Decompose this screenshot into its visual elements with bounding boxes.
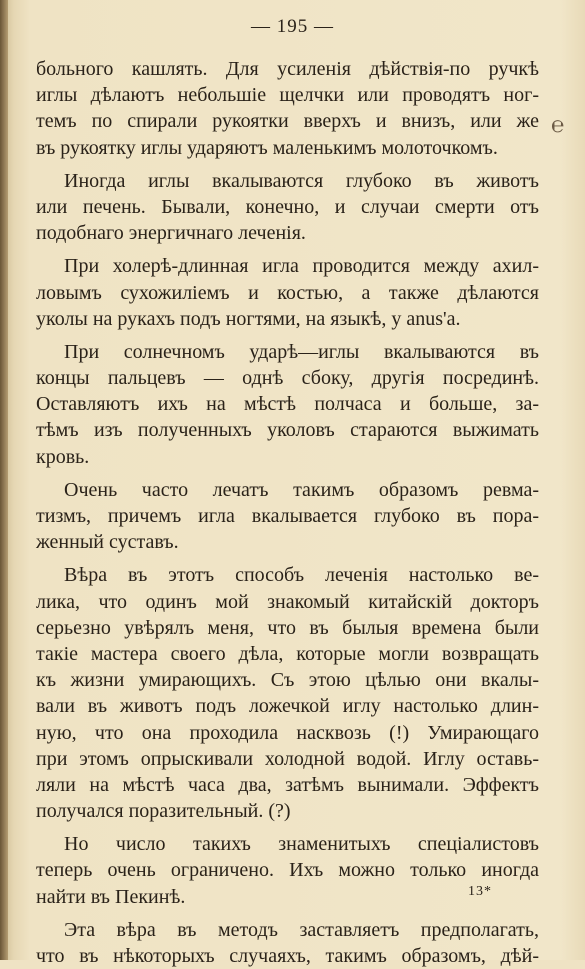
paragraph <box>36 56 539 161</box>
text-line: Эта вѣра въ методъ заставляетъ предполагать, <box>64 918 539 941</box>
text-line: При солнечномъ ударѣ—иглы вкалываются въ <box>64 340 539 363</box>
text-line: ловымъ сухожиліемъ и костью, а также дѣлаются <box>36 281 539 304</box>
text-line: или печень. Бывали, конечно, и случаи смерти отъ <box>36 195 539 218</box>
paragraph <box>36 168 539 247</box>
text-line: Оставляютъ ихъ на мѣстѣ полчаса и больше, за- <box>36 393 539 416</box>
text-line: серьезно увѣрялъ меня, что въ былыя времена были <box>36 616 539 639</box>
text-line: Иногда иглы вкалываются глубоко въ животъ <box>64 169 539 192</box>
text-line: больного кашлять. Для усиленія дѣйствія-по ручкѣ <box>36 58 539 80</box>
text-line: вали въ животъ подъ ложечкой иглу настолько длин- <box>36 695 539 718</box>
text-line: Очень часто лечатъ такимъ образомъ ревма- <box>64 478 539 501</box>
text-line: женный суставъ. <box>36 531 179 554</box>
text-line: уколы на рукахъ подъ ногтями, на языкѣ, у anus'a. <box>36 307 461 330</box>
text-line: концы пальцевъ — однѣ сбоку, другія посрединѣ. <box>36 367 539 390</box>
text-line: въ рукоятку иглы ударяютъ маленькимъ молоточкомъ. <box>36 136 498 159</box>
text-line: къ жизни умирающихъ. Съ этою цѣлью они вкалы- <box>36 669 539 692</box>
paragraph-gap <box>36 910 539 917</box>
paragraph <box>36 477 539 556</box>
paragraph-gap <box>36 246 539 253</box>
page-number: — 195 — <box>251 16 334 37</box>
text-line: При холерѣ-длинная игла проводится между ахил- <box>64 255 539 278</box>
text-line: Но число такихъ знаменитыхъ спеціалистовъ <box>64 833 539 856</box>
paragraph <box>36 917 539 969</box>
printer-signature-mark: 13* <box>468 884 492 899</box>
paragraph-gap <box>36 470 539 477</box>
text-line: иглы дѣлаютъ небольшіе щелчки или проводятъ ног- <box>36 84 539 107</box>
text-line: найти въ Пекинѣ. <box>36 885 186 908</box>
paragraph <box>36 831 539 910</box>
paragraph <box>36 253 539 332</box>
text-line: темъ по спирали рукоятки вверхъ и внизъ, или же <box>36 110 539 133</box>
text-line: ляли на мѣстѣ часа два, затѣмъ вынимали. Эффектъ <box>36 773 539 796</box>
paragraph <box>36 562 539 824</box>
text-line: что въ нѣкоторыхъ случаяхъ, такимъ образомъ, дѣй- <box>36 945 539 967</box>
paragraph-gap <box>36 161 539 168</box>
text-line: при этомъ опрыскивали холодной водой. Иглу оставь- <box>36 747 539 770</box>
text-line: подобнаго энергичнаго леченія. <box>36 222 306 245</box>
text-line: такіе мастера своего дѣла, которые могли возвращать <box>36 642 539 665</box>
book-spine-edge <box>0 0 8 960</box>
text-line: ную, что она проходила насквозь (!) Умирающаго <box>36 721 539 744</box>
text-line: тѣмъ изъ полученныхъ уколовъ стараются выжимать <box>36 419 539 442</box>
text-line: Вѣра въ этотъ способъ леченія настолько ве- <box>64 564 539 587</box>
text-line: лика, что одинъ мой знакомый китайскій докторъ <box>36 590 539 613</box>
text-line: теперь очень ограничено. Ихъ можно только иногда <box>36 859 539 882</box>
paragraph-gap <box>36 332 539 339</box>
text-line: получался поразительный. (?) <box>36 800 291 823</box>
paragraph-gap <box>36 555 539 562</box>
paragraph <box>36 339 539 470</box>
body-text <box>36 56 539 969</box>
text-line: тизмъ, причемъ игла вкалывается глубоко въ пора- <box>36 505 539 527</box>
margin-pencil-mark: ℮ <box>551 112 565 137</box>
paragraph-gap <box>36 824 539 831</box>
text-line: кровь. <box>36 445 90 468</box>
